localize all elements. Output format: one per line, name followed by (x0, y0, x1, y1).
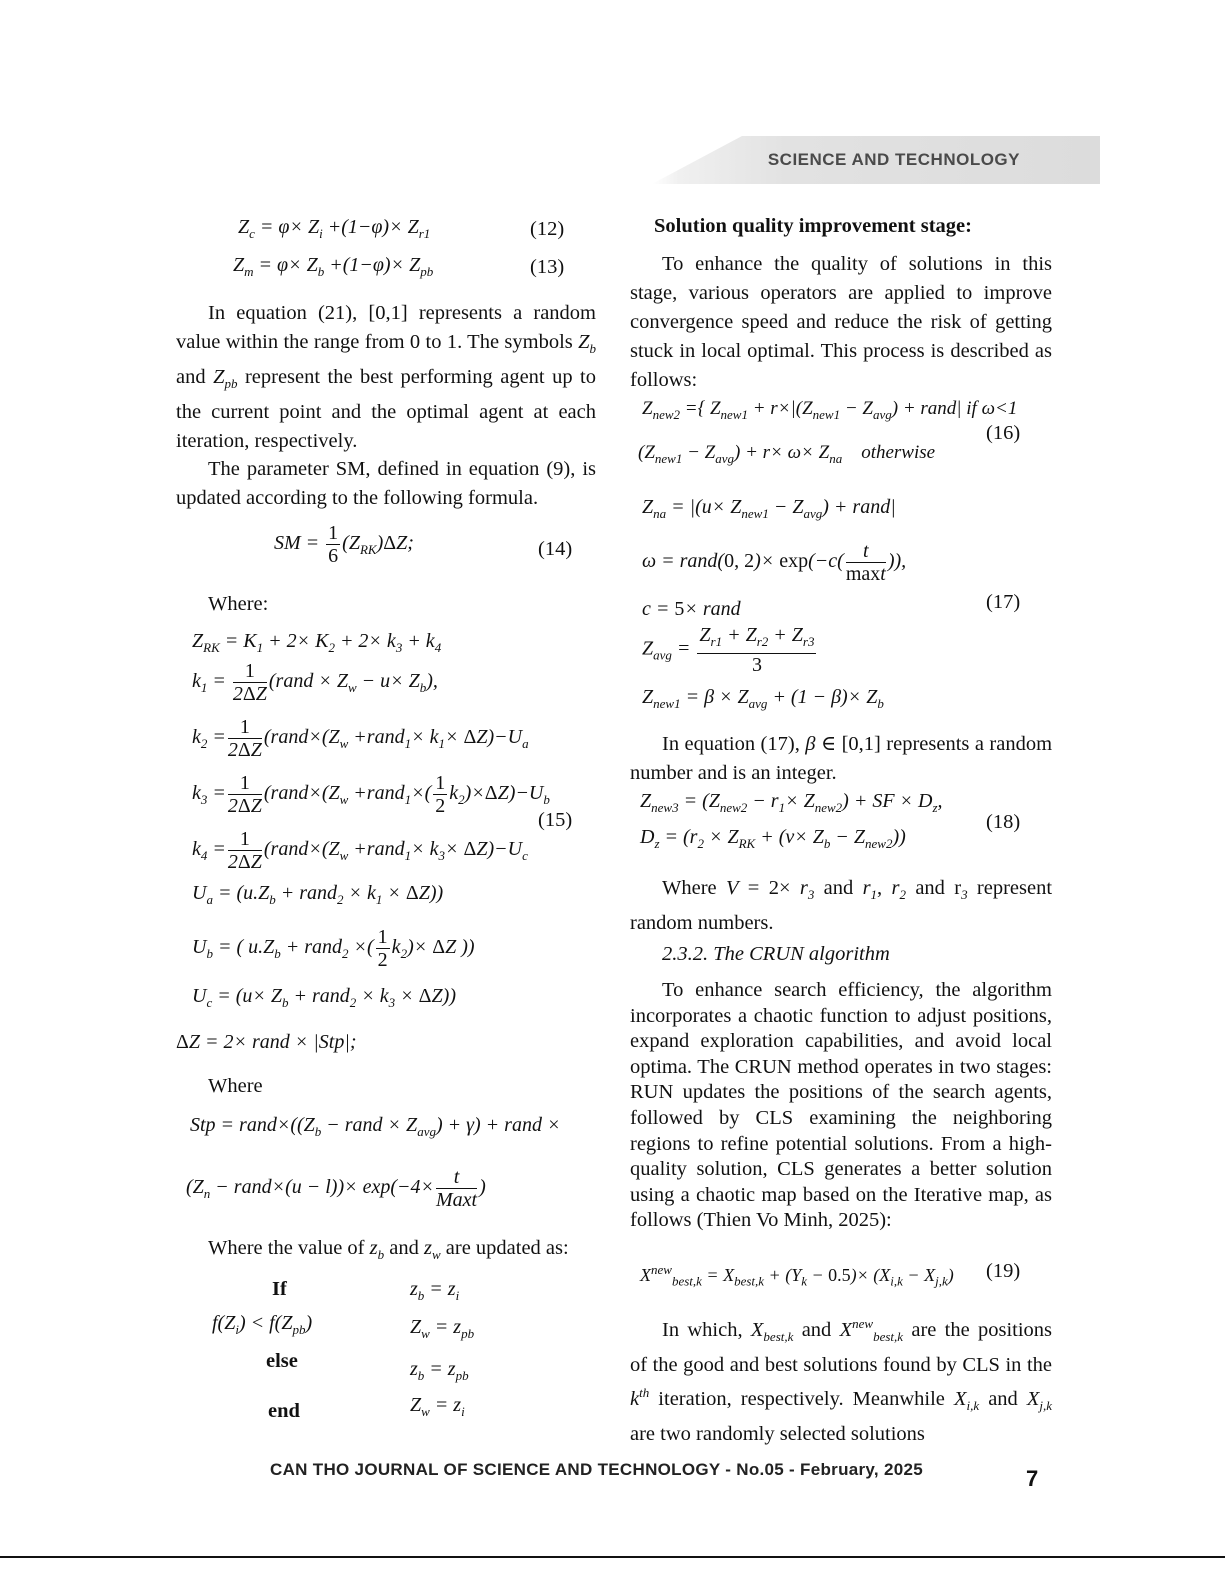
equation-15-zrk: $Z_{RK} = K_1 + 2\times K_2 + 2\times k_3 + k_4$ (192, 630, 442, 655)
equation-17-number: (17) (986, 591, 1021, 613)
left-p3-text: Where the value of (208, 1237, 365, 1259)
left-where-2 (176, 1072, 596, 1101)
equation-13-number: (13) (530, 256, 565, 278)
equation-17-zavg: $Z_{avg}$ = $\frac{Z_{r1} + Z_{r2} + Z_{r3}}{3}$ (642, 624, 815, 676)
equation-stp-line2: ($Z_n$ − rand×(u − l))× exp(−4× $\frac{t}{\text{Maxt}}$ ) (186, 1166, 486, 1211)
right-p5-meanwhile: iteration, respectively. Meanwhile (658, 1387, 945, 1410)
equation-18-line2: $D_z = (r_2 \times Z_{RK} + (v\times Z_b - Z_{new2}))$ (640, 826, 906, 851)
right-paragraph-4 (630, 978, 1052, 1234)
right-heading-block (630, 212, 1052, 241)
right-paragraph-5: In which, $X_{best,k}$ and $X^{new}_{best,k}$ are the positions of the good and best solutions found by CLS in the $k^{th}$ iteration, respectively. Meanwhile $X_{i,k}$ and $X_{j,k}$ are two randomly selected solutions (630, 1316, 1053, 1445)
crun-subheading: 2.3.2. The CRUN algorithm (662, 943, 890, 965)
right-subheading-block (630, 940, 1052, 969)
left-where-2-text: Where (208, 1075, 263, 1097)
equation-18-number: (18) (986, 811, 1021, 833)
equation-19: $X^{new}_{best,k} = X_{best,k} + (Y_k - 0.5)\times (X_{i,k} - X_{j,k})$ (640, 1262, 954, 1289)
equation-17-omega: ω = rand(0, 2)× exp(−c( $\frac{t}{\max t}$ )), (642, 540, 907, 585)
equation-14-number: (14) (538, 538, 573, 560)
left-where-1 (176, 590, 596, 619)
right-p2-rest: ∈ [0,1] represents a random number and is an integer. (630, 733, 1053, 784)
equation-17-zna: $Z_{na} = |(u\times Z_{new1} - Z_{avg})$ + rand| (642, 496, 896, 521)
journal-section-label: SCIENCE AND TECHNOLOGY (767, 150, 1020, 169)
right-p4-text: To enhance search efficiency, the algorithm incorporates a chaotic function to adjust positions, expand exploration capabilities, and avoid local optima. The CRUN method operates in two stages: RUN updates the positions of the search agents, followed by CLS examining the neighboring regions to refine potential solutions. From a high-quality solution, CLS generates a better solution using a chaotic map based on the Iterative map, as follows (Thien Vo Minh, 2025): (630, 979, 1052, 1232)
equation-17-c: c = 5× rand (642, 598, 741, 620)
solution-quality-heading: Solution quality improvement stage: (654, 215, 972, 237)
eq16-if: if (966, 398, 977, 419)
left-p3-and: and (389, 1237, 419, 1259)
right-paragraph-2: In equation (17), β ∈ [0,1] represents a random number and is an integer. (630, 733, 1053, 784)
left-p2-text: The parameter SM, defined in equation (9), is updated according to the following formula. (176, 458, 596, 509)
equation-18-line1: $Z_{new3} = (Z_{new2} - r_1\times Z_{new2})$ + SF × $D_z$, (640, 790, 943, 815)
left-paragraph-1: In equation (21), [0,1] represents a random value within the range from 0 to 1. The symbols $Z_b$ and $Z_{pb}$ represent the best performing agent up to the current point and the optimal agent at each iteration, respectively. (176, 302, 597, 453)
equation-15-k2: $k_2$ = $\frac{1}{2\Delta Z}$ ($rand\times(Z_w$ +rand$_1$× $k_1\times \Delta Z)-U_a$ (192, 716, 529, 761)
if-condition: $f(Z_i) < f(Z_{pb})$ (212, 1312, 313, 1337)
header-band (652, 136, 1100, 184)
equation-15-k4: $k_4$ = $\frac{1}{2\Delta Z}$ ($rand\times(Z_w$ +rand$_1$× $k_3\times \Delta Z)-U_c$ (192, 828, 528, 873)
equation-16-line1: $Z_{new2}$ ={ $Z_{new1} + r\times|(Z_{new1} - Z_{avg})$ + rand| if ω<1 (642, 398, 1018, 422)
equation-15-k3: $k_3$ = $\frac{1}{2\Delta Z}$ ($rand\times(Z_w$ +rand$_1$×( $\frac{1}{2}$ $k_2)\times\Delta Z)-U_b$ (192, 772, 550, 817)
bottom-rule (0, 1556, 1225, 1558)
else-zb-assign: $z_b = z_{pb}$ (410, 1358, 469, 1383)
equation-16-line2: $(Z_{new1} - Z_{avg}) + r\times \omega\times Z_{na}$ otherwise (638, 442, 936, 466)
eq16-otherwise: otherwise (861, 442, 936, 463)
equation-stp-line1: Stp = $rand\times((Z_b$ − rand × $Z_{avg}) + \gamma$) + rand × (190, 1114, 561, 1139)
if-zb-assign: $z_b = z_i$ (410, 1278, 460, 1303)
left-p1-text: In equation (21), [0,1] represents a random value within the range from 0 to 1. The symbols (176, 302, 596, 353)
right-paragraph-3: Where $V = 2\times r_3$ and $r_1$, $r_2$ and $r_3$ represent random numbers. (630, 877, 1053, 935)
page-number: 7 (1026, 1466, 1039, 1491)
if-zw-assign: $Z_w = z_{pb}$ (410, 1316, 475, 1341)
right-p5-rest: are two randomly selected solutions (630, 1422, 925, 1445)
equation-12-number: (12) (530, 218, 565, 240)
right-p3-and: and r (915, 877, 962, 899)
end-keyword: end (268, 1400, 300, 1422)
equation-19-number: (19) (986, 1260, 1021, 1282)
right-p5-and: and (801, 1318, 832, 1341)
equation-15-uc: $U_c = (u\times Z_b$ + rand$_2$ × $k_3 \times \Delta Z$)) (192, 985, 456, 1010)
left-where-1-text: Where: (208, 593, 269, 615)
if-keyword: If (272, 1278, 287, 1300)
equation-12: $Z_c = \varphi\times Z_i +(1-\varphi)\times Z_{r1}$ (238, 216, 431, 241)
right-p1-text: To enhance the quality of solutions in this stage, various operators are applied to improve convergence speed and reduce the risk of getting stuck in local optimal. This process is described as follows: (630, 253, 1052, 391)
left-paragraph-2 (176, 455, 596, 513)
equation-15-k1: $k_1$ = $\frac{1}{2\Delta Z}$ (rand × $Z_w - u\times Z_b$), (192, 660, 438, 705)
left-p1-rest: represent the best performing agent up to the current point and the optimal agent at each iteration, respectively. (176, 366, 597, 453)
right-p5-mid: are the positions of the good and best solutions found by CLS in the (630, 1318, 1053, 1376)
equation-15-number: (15) (538, 809, 573, 831)
equation-14: SM = $\frac{1}{6}$ $(Z_{RK})\Delta Z$; (274, 522, 414, 567)
equation-17-znew1: $Z_{new1} = \beta \times Z_{avg} + (1 - \beta)\times Z_b$ (642, 686, 884, 711)
right-p3-text: Where (662, 877, 717, 899)
equation-13: $Z_m = \varphi\times Z_b +(1-\varphi)\times Z_{pb}$ (233, 254, 434, 279)
right-p5-text: In which, (662, 1318, 743, 1341)
equation-15-ua: $U_a = (u.Z_b$ + rand$_2$ × $k_1 \times \Delta Z$)) (192, 882, 444, 907)
right-paragraph-1 (630, 250, 1052, 395)
footer-journal: CAN THO JOURNAL OF SCIENCE AND TECHNOLOGY - No.05 - February, 2025 (270, 1460, 923, 1479)
right-p3-rest: represent random numbers. (630, 877, 1053, 935)
else-zw-assign: $Z_w = z_i$ (410, 1394, 465, 1419)
equation-16-number: (16) (986, 422, 1021, 444)
equation-delta-z: ΔZ = 2× rand × |Stp|; (176, 1031, 357, 1053)
right-p2-text: In equation (17), (662, 733, 800, 755)
left-p1-and: and (176, 366, 206, 389)
else-keyword: else (266, 1350, 298, 1372)
right-p5-and2: and (988, 1387, 1018, 1410)
left-p3-rest: are updated as: (445, 1237, 569, 1259)
equation-15-ub: $U_b$ = ( $u.Z_b$ + rand$_2$ ×( $\frac{1}{2}$ $k_2)\times \Delta Z$ )) (192, 926, 475, 971)
left-paragraph-3: Where the value of $z_b$ and $z_w$ are updated as: (208, 1237, 569, 1263)
